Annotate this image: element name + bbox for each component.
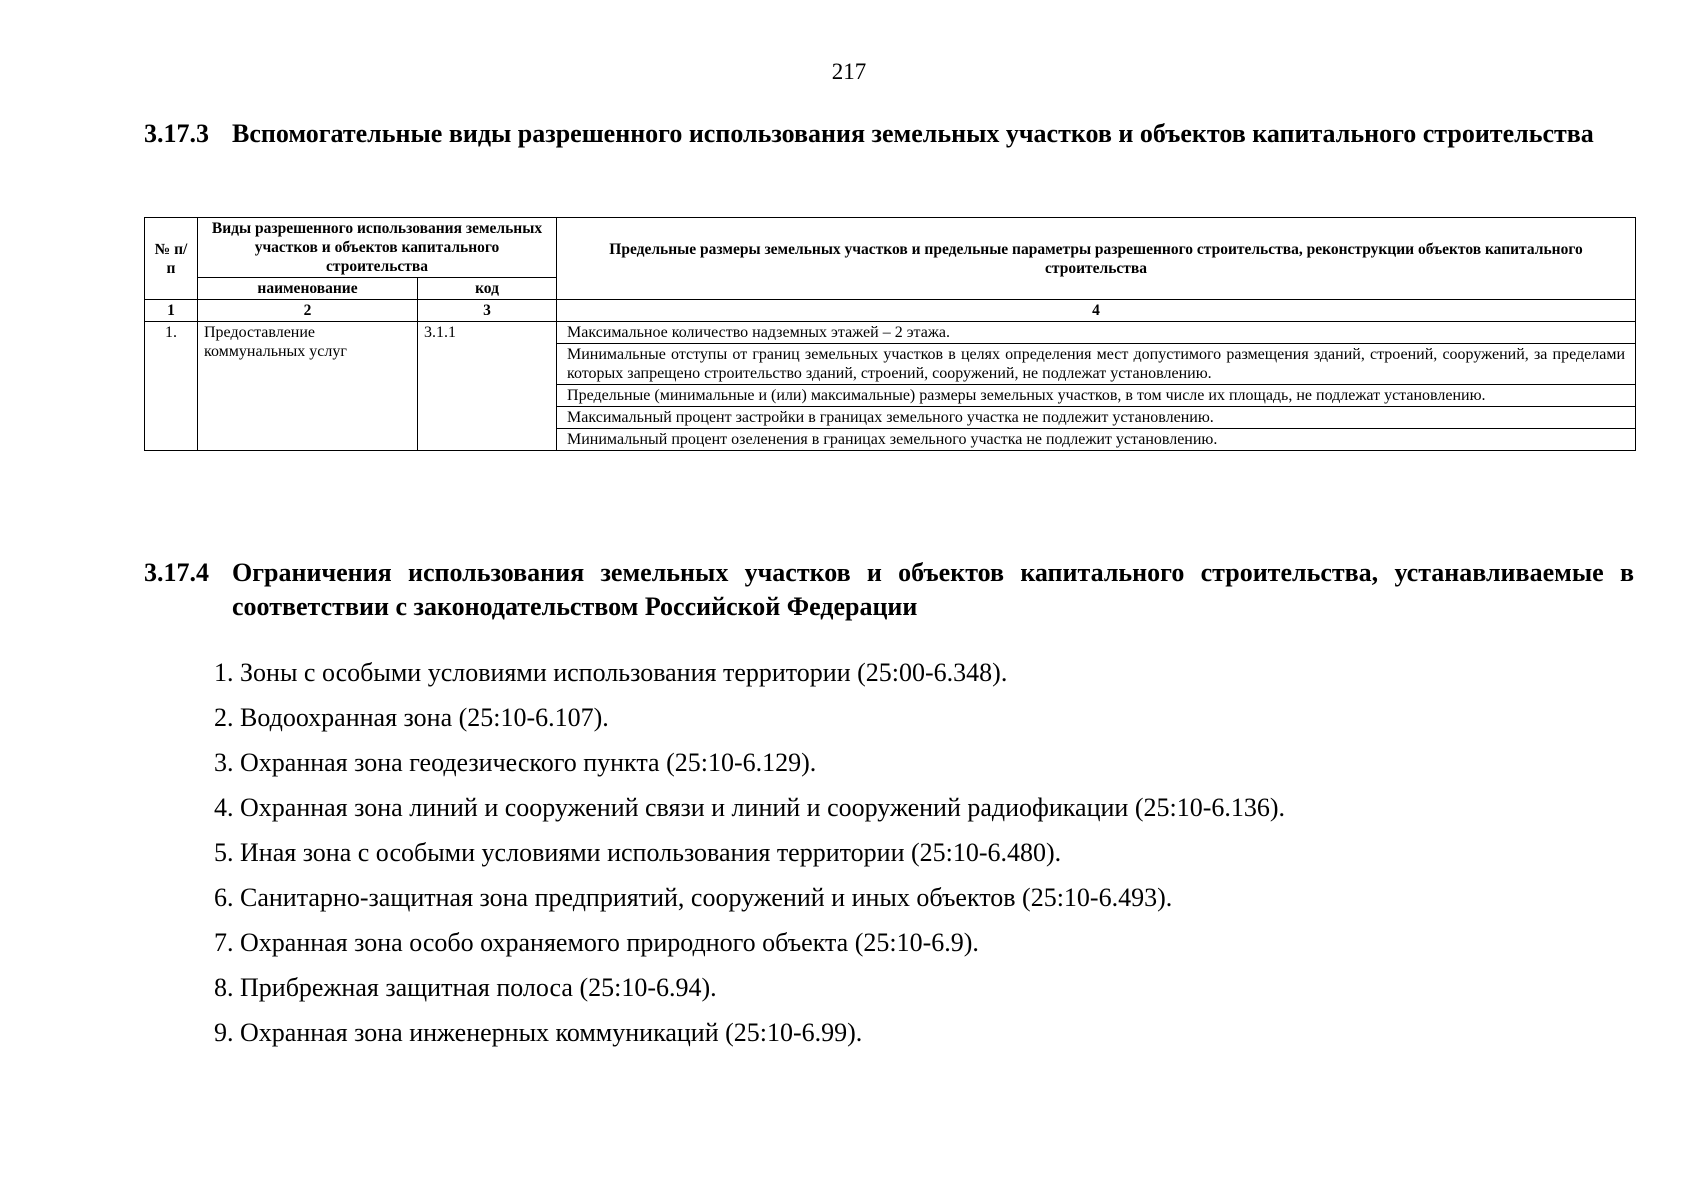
section-heading-auxiliary-uses xyxy=(144,117,1634,151)
header-num: № п/п xyxy=(145,218,198,300)
param-setbacks: Минимальные отступы от границ земельных участков в целях определения мест допустимого размещения зданий, строений, сооружений, за пределами которых запрещено строительство зданий, строений, сооружений, не подлежат установлению. xyxy=(557,344,1636,385)
list-item: 2. Водоохранная зона (25:10-6.107). xyxy=(214,703,609,732)
page-number: 217 xyxy=(831,59,867,84)
restrictions-list xyxy=(214,650,1285,1055)
param-plot-size: Предельные (минимальные и (или) максимальные) размеры земельных участков, в том числе их площадь, не подлежат установлению. xyxy=(557,385,1636,407)
list-item: 4. Охранная зона линий и сооружений связи и линий и сооружений радиофикации (25:10-6.136). xyxy=(214,793,1286,822)
param-greening: Минимальный процент озеленения в границах земельного участка не подлежит установлению. xyxy=(557,429,1636,451)
list-item: 9. Охранная зона инженерных коммуникаций (25:10-6.99). xyxy=(214,1018,863,1047)
column-number: 1 xyxy=(145,300,198,322)
column-number: 2 xyxy=(198,300,418,322)
row-use-name: Предоставление коммунальных услуг xyxy=(198,322,418,451)
list-item: 7. Охранная зона особо охраняемого природного объекта (25:10-6.9). xyxy=(214,928,979,957)
column-number: 4 xyxy=(557,300,1636,322)
column-number: 3 xyxy=(418,300,557,322)
row-number: 1. xyxy=(145,322,198,451)
list-item: 5. Иная зона с особыми условиями использования территории (25:10-6.480). xyxy=(214,838,1062,867)
section-number: 3.17.3 xyxy=(144,119,209,148)
header-types: Виды разрешенного использования земельных участков и объектов капитального строительства xyxy=(198,218,557,278)
list-item: 1. Зоны с особыми условиями использования территории (25:00-6.348). xyxy=(214,658,1008,687)
section-heading-restrictions xyxy=(144,556,1634,624)
permitted-uses-table xyxy=(144,217,1636,451)
param-floors: Максимальное количество надземных этажей – 2 этажа. xyxy=(557,322,1636,344)
list-item: 8. Прибрежная защитная полоса (25:10-6.94). xyxy=(214,973,717,1002)
header-name: наименование xyxy=(198,278,418,300)
header-code: код xyxy=(418,278,557,300)
section-number: 3.17.4 xyxy=(144,558,209,587)
param-coverage: Максимальный процент застройки в границах земельного участка не подлежит установлению. xyxy=(557,407,1636,429)
section-title: Ограничения использования земельных участков и объектов капитального строительства, устанавливаемые в соответствии с законодательством Российской Федерации xyxy=(232,558,1634,621)
header-params: Предельные размеры земельных участков и предельные параметры разрешенного строительства, реконструкции объектов капитального строительства xyxy=(557,218,1636,300)
list-item: 3. Охранная зона геодезического пункта (25:10-6.129). xyxy=(214,748,817,777)
row-use-code: 3.1.1 xyxy=(418,322,557,451)
section-title: Вспомогательные виды разрешенного использования земельных участков и объектов капитального строительства xyxy=(232,119,1594,148)
list-item: 6. Санитарно-защитная зона предприятий, сооружений и иных объектов (25:10-6.493). xyxy=(214,883,1173,912)
table-row xyxy=(145,322,1636,344)
